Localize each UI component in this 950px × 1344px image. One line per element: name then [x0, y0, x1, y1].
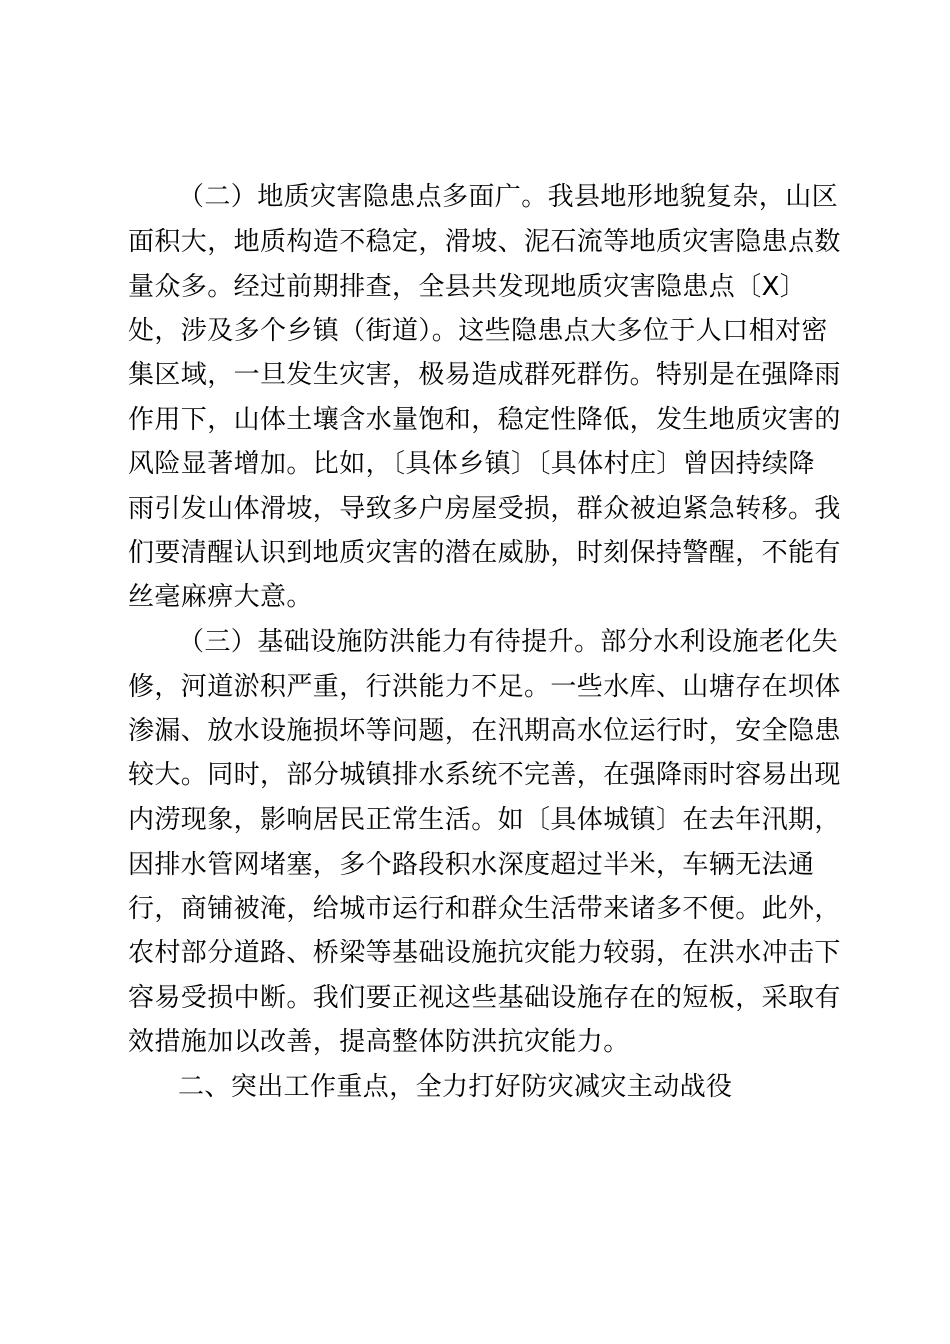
paragraph-3-line-9: 容易受损中断。我们要正视这些基础设施存在的短板，采取有: [128, 983, 841, 1013]
paragraph-2-line-10: 丝毫麻痹大意。: [128, 582, 313, 612]
paragraph-3-line-7: 行，商铺被淹，给城市运行和群众生活带来诸多不便。此外，: [128, 894, 841, 924]
paragraph-3-line-2: 修，河道淤积严重，行洪能力不足。一些水库、山塘存在坝体: [128, 672, 841, 702]
paragraph-2-line-1: （二）地质灾害隐患点多面广。我县地形地貌复杂，山区: [178, 182, 839, 212]
paragraph-3-line-3: 渗漏、放水设施损坏等问题，在汛期高水位运行时，安全隐患: [128, 716, 841, 746]
paragraph-2-line-3: 量众多。经过前期排查，全县共发现地质灾害隐患点〔X〕: [128, 272, 807, 302]
paragraph-3-line-1: （三）基础设施防洪能力有待提升。部分水利设施老化失: [178, 627, 839, 657]
paragraph-2-line-2: 面积大，地质构造不稳定，滑坡、泥石流等地质灾害隐患点数: [128, 227, 841, 257]
paragraph-3-line-8: 农村部分道路、桥梁等基础设施抗灾能力较弱，在洪水冲击下: [128, 938, 841, 968]
paragraph-3-line-10: 效措施加以改善，提高整体防洪抗灾能力。: [128, 1027, 630, 1057]
paragraph-3-line-6: 因排水管网堵塞，多个路段积水深度超过半米，车辆无法通: [128, 850, 815, 880]
paragraph-2-line-6: 作用下，山体土壤含水量饱和，稳定性降低，发生地质灾害的: [128, 405, 841, 435]
paragraph-2-line-5: 集区域，一旦发生灾害，极易造成群死群伤。特别是在强降雨: [128, 360, 841, 390]
paragraph-2-line-8: 雨引发山体滑坡，导致多户房屋受损，群众被迫紧急转移。我: [128, 494, 841, 524]
paragraph-3-line-5: 内涝现象，影响居民正常生活。如〔具体城镇〕在去年汛期，: [128, 805, 841, 835]
paragraph-2-line-4: 处，涉及多个乡镇（街道）。这些隐患点大多位于人口相对密: [128, 316, 828, 346]
paragraph-3-line-4: 较大。同时，部分城镇排水系统不完善，在强降雨时容易出现: [128, 760, 841, 790]
section-heading: 二、突出工作重点，全力打好防灾减灾主动战役: [178, 1072, 733, 1102]
paragraph-2-line-9: 们要清醒认识到地质灾害的潜在威胁，时刻保持警醒，不能有: [128, 538, 841, 568]
paragraph-2-line-7: 风险显著增加。比如，〔具体乡镇〕〔具体村庄〕曾因持续降: [128, 449, 815, 479]
